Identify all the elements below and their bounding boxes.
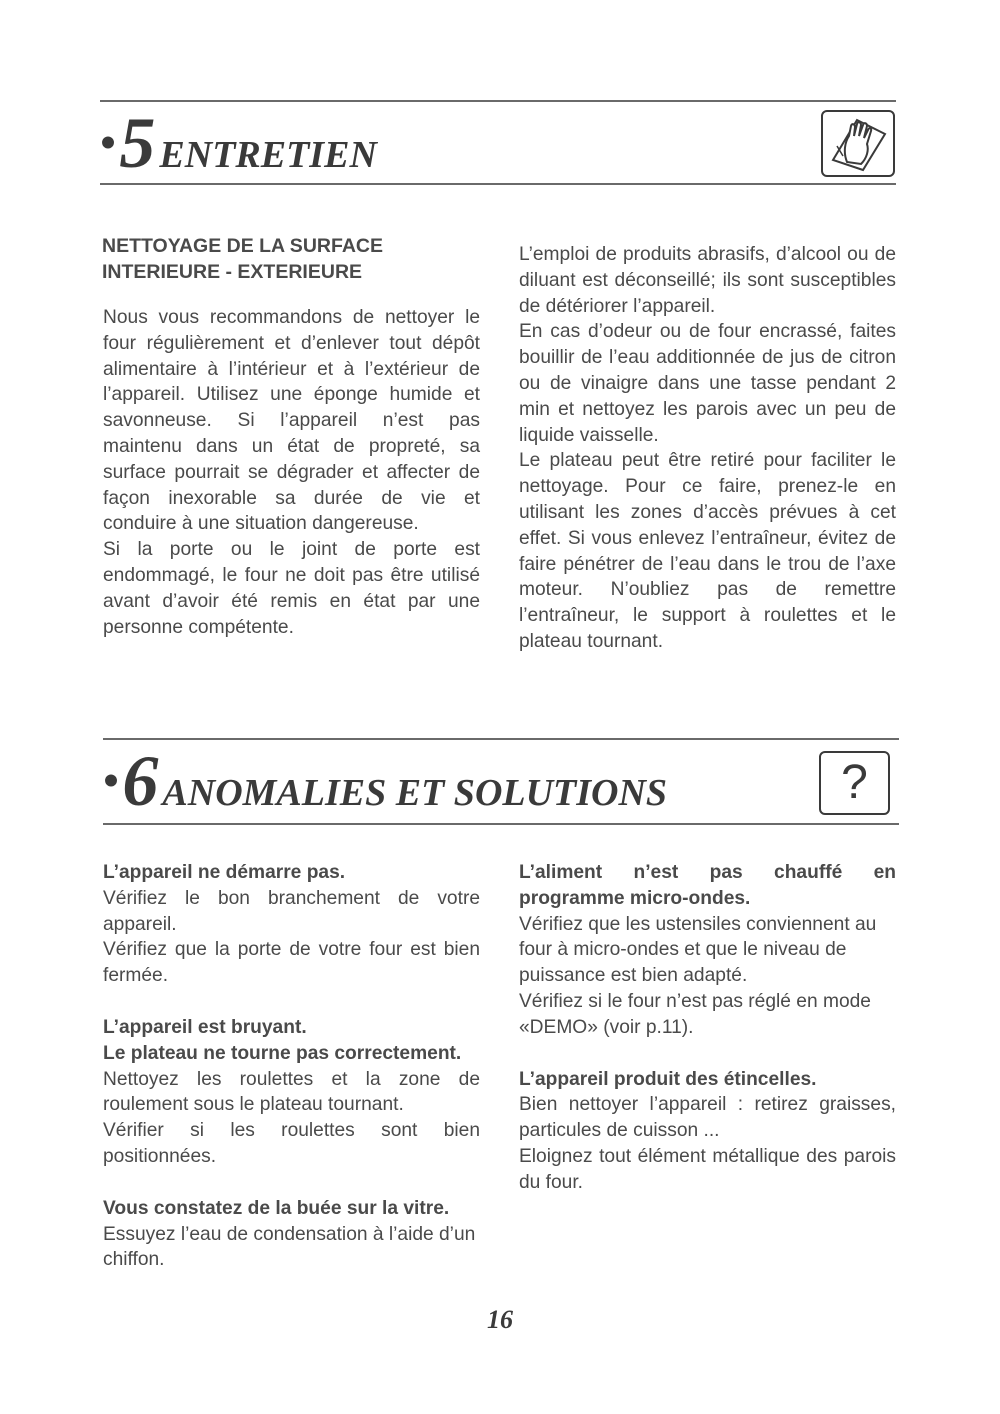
section-5-bottom-rule: [100, 183, 896, 185]
issue-not-heating-answer-1: Vérifiez que les ustensiles conviennent au four à micro-ondes et que le niveau de puissance est bien adapté.: [519, 913, 877, 987]
issue-no-start-title: L’appareil ne démarre pas.: [103, 862, 346, 883]
cleaning-hand-icon: [821, 110, 895, 177]
issue-sparks-answer-2: Eloignez tout élément métallique des parois du four.: [519, 1145, 896, 1193]
section-6-title-text: ANOMALIES ET SOLUTIONS: [162, 772, 668, 814]
section-6-header: [103, 738, 899, 828]
issue-noisy-answer-2: Vérifier si les roulettes sont bien positionnées.: [103, 1120, 480, 1167]
section-5-bullet: •: [100, 118, 116, 167]
issue-condensation-title: Vous constatez de la buée sur la vitre.: [103, 1197, 450, 1219]
section-6-left-column: [103, 860, 480, 1273]
cleaning-paragraph-1: Nous vous recommandons de nettoyer le four régulièrement et d’enlever tout dépôt alimentaire à l’intérieur et à l’extérieur de l’appareil. Utilisez une éponge humide et savonneuse. Si l’appareil n’est pas maintenu dans un état de propreté, sa surface pourrait se dégrader et affecter de façon inexorable sa durée de vie et conduire à une situation dangereuse.: [103, 307, 480, 535]
surface-cleaning-heading-line2: INTERIEURE - EXTERIEURE: [102, 261, 363, 283]
section-6-number: 6: [122, 741, 159, 821]
issue-condensation-answer: Essuyez l’eau de condensation à l’aide d’un chiffon.: [103, 1223, 476, 1271]
issue-noisy-title: L’appareil est bruyant.: [103, 1016, 307, 1038]
page-number: 16: [487, 1305, 513, 1334]
surface-cleaning-heading-line1: NETTOYAGE DE LA SURFACE: [102, 235, 383, 257]
question-mark-glyph: ?: [841, 756, 868, 809]
section-6-bullet: •: [103, 756, 119, 805]
section-5-left-column: [102, 233, 479, 285]
issue-no-start-answer-2: Vérifiez que la porte de votre four est bien fermée.: [103, 939, 480, 987]
section-5-right-column: [519, 242, 896, 655]
section-6-right-column: [519, 860, 896, 1196]
cleaning-paragraph-3: L’emploi de produits abrasifs, d’alcool ou de diluant est déconseillé; ils sont susceptibles de détériorer l’appareil.: [519, 244, 896, 317]
issue-turntable-title: Le plateau ne tourne pas correctement.: [103, 1042, 462, 1064]
issue-not-heating-answer-2: Vérifiez si le four n’est pas réglé en mode «DEMO» (voir p.11).: [519, 990, 871, 1038]
section-5-left-body: [103, 305, 480, 640]
issue-no-start-answer-1: Vérifiez le bon branchement de votre appareil.: [103, 887, 480, 935]
section-5-title-text: ENTRETIEN: [159, 134, 377, 176]
issue-sparks-title: L’appareil produit des étincelles.: [519, 1068, 817, 1090]
section-5-number: 5: [119, 103, 156, 183]
issue-sparks-answer-1: Bien nettoyer l’appareil : retirez graisses, particules de cuisson ...: [519, 1094, 896, 1142]
issue-not-heating-title: L’aliment n’est pas chauffé en programme micro-ondes.: [519, 862, 896, 909]
cleaning-paragraph-2: Si la porte ou le joint de porte est endommagé, le four ne doit pas être utilisé avant d’avoir été remis en état par une personne compétente.: [103, 539, 480, 638]
issue-noisy-answer-1: Nettoyez les roulettes et la zone de roulement sous le plateau tournant.: [103, 1068, 480, 1116]
cleaning-paragraph-5: Le plateau peut être retiré pour faciliter le nettoyage. Pour ce faire, prenez-le en utilisant les zones d’accès prévues à cet effet. Si vous enlevez l’entraîneur, évitez de faire pénétrer de l’eau dans le trou de l’axe moteur. N’oubliez pas de remettre l’entraîneur, le support à roulettes et le plateau tournant.: [519, 450, 896, 652]
section-6-bottom-rule: [103, 823, 899, 825]
question-mark-icon: [819, 751, 890, 815]
cleaning-paragraph-4: En cas d’odeur ou de four encrassé, faites bouillir de l’eau additionnée de jus de citron ou de vinaigre dans une tasse pendant 2 min et nettoyez les parois avec un peu de liquide vaisselle.: [519, 321, 896, 446]
section-6-title: [103, 740, 667, 823]
section-5-title: [100, 102, 377, 185]
section-5-header: [100, 100, 896, 186]
